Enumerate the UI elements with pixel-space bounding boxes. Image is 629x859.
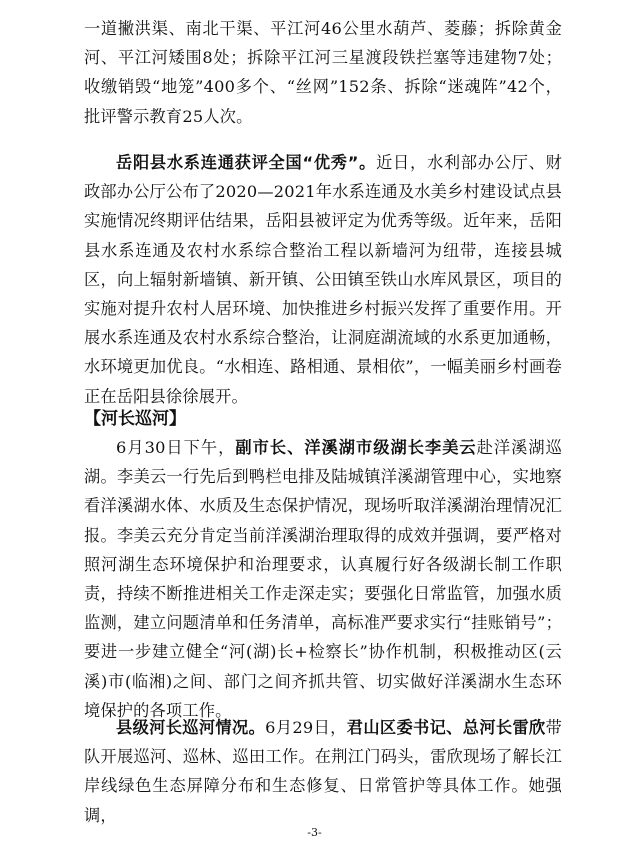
paragraph-text: 赴洋溪湖巡湖。李美云一行先后到鸭栏电排及陆城镇洋溪湖管理中心，实地察看洋溪湖水体、水质及生态保护情况，现场听取洋溪湖治理情况汇报。李美云充分肯定当前洋溪湖治理取得的成效并强调，要严格对照河湖生态环境保护和治理要求，认真履行好各级湖长制工作职责，持续不断推进相关工作走深走实；要强化日常监管，加强水质监测，建立问题清单和任务清单，高标准严要求实行“挂账销号”；要进一步建立健全“河(湖)长+检察长”协作机制，积极推动区(云溪)市(临湘)之间、部门之间齐抓共管、切实做好洋溪湖水生态环境保护的各项工作。 xyxy=(84,438,562,720)
paragraph-text: 带队开展巡河、巡林、巡田工作。在荆江门码头，雷欣现场了解长江岸线绿色生态屏障分布和生态修复、日常管护等具体工作。她强调， xyxy=(84,718,562,825)
page-number: -3- xyxy=(307,826,322,839)
paragraph-text: 近日，水利部办公厅、财政部办公厅公布了2020—2021年水系连通及水美乡村建设试点县实施情况终期评估结果，岳阳县被评定为优秀等级。近年来，岳阳县水系连通及农村水系综合整治工程以新墙河为纽带，连接县城区，向上辐射新墙镇、新开镇、公田镇至铁山水库风景区，项目的实施对提升农村人居环境、加快推进乡村振兴发挥了重要作用。开展水系连通及农村水系综合整治，让洞庭湖流域的水系更加通畅，水环境更加优良。“水相连、路相通、景相依”，一幅美丽乡村画卷正在岳阳县徐徐展开。 xyxy=(84,153,562,406)
paragraph-county-patrol xyxy=(84,713,562,830)
paragraph-lake-patrol xyxy=(84,433,562,725)
paragraph-bold-official: 副市长、洋溪湖市级湖长李美云 xyxy=(235,438,477,457)
paragraph-water-connectivity xyxy=(84,148,562,411)
paragraph-date: 6月30日下午， xyxy=(116,438,236,457)
paragraph-date: 6月29日， xyxy=(265,718,347,737)
paragraph-cleanup xyxy=(84,14,562,131)
paragraph-bold-lead: 岳阳县水系连通获评全国“优秀”。 xyxy=(116,153,377,172)
paragraph-text: 一道撇洪渠、南北干渠、平江河46公里水葫芦、菱藤；拆除黄金河、平江河矮围8处；拆除平江河三星渡段铁拦塞等违建物7处；收缴销毁“地笼”400多个、“丝网”152条、拆除“迷魂阵”42个，批评警示教育25人次。 xyxy=(84,19,562,126)
section-heading: 【河长巡河】 xyxy=(84,409,186,429)
paragraph-bold-lead: 县级河长巡河情况。 xyxy=(116,718,266,737)
paragraph-bold-official: 君山区委书记、总河长雷欣 xyxy=(346,718,546,737)
